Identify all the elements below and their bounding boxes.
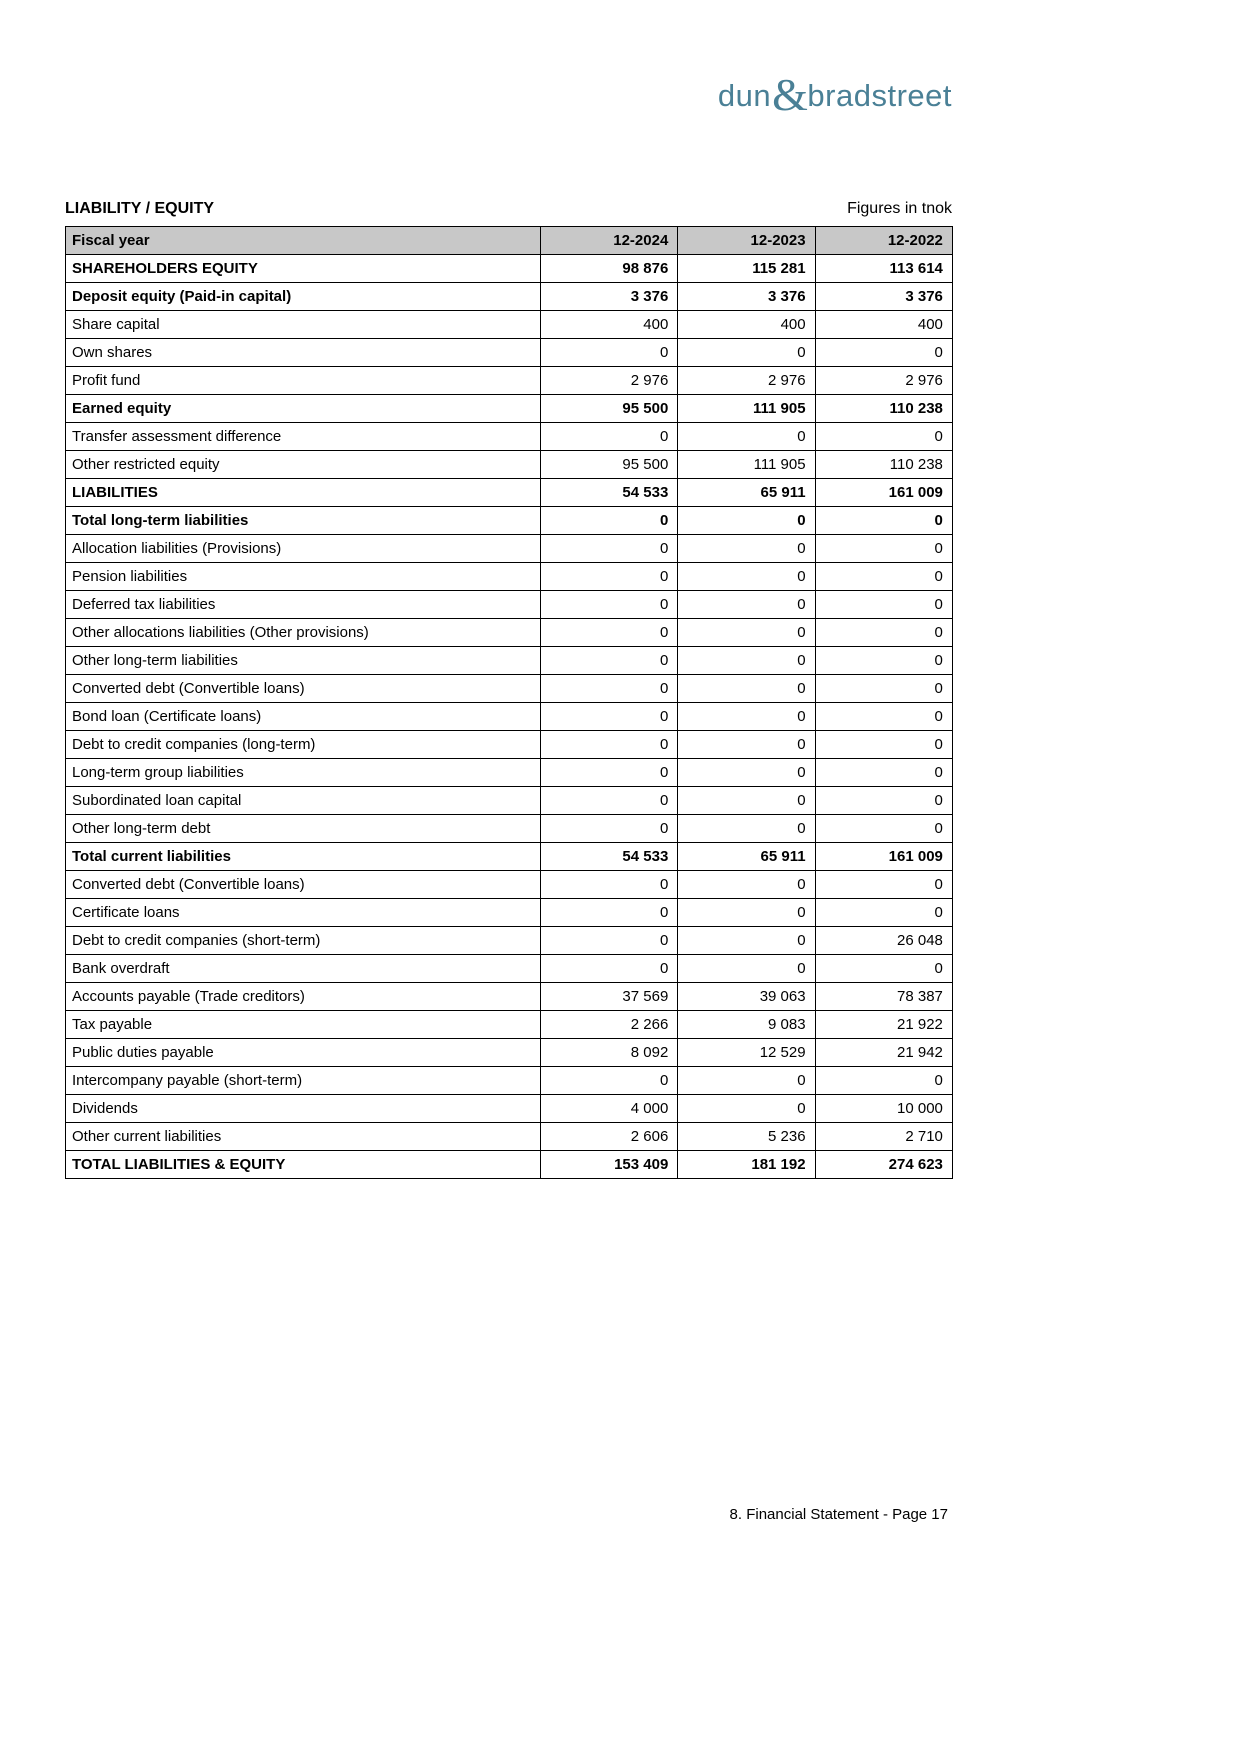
- row-value: 5 236: [678, 1123, 815, 1151]
- row-value: 0: [541, 759, 678, 787]
- row-value: 111 905: [678, 395, 815, 423]
- row-label: SHAREHOLDERS EQUITY: [66, 255, 541, 283]
- row-label: Deposit equity (Paid-in capital): [66, 283, 541, 311]
- row-value: 0: [815, 675, 952, 703]
- row-value: 0: [815, 507, 952, 535]
- row-label: LIABILITIES: [66, 479, 541, 507]
- row-value: 400: [678, 311, 815, 339]
- row-value: 0: [815, 815, 952, 843]
- row-value: 161 009: [815, 843, 952, 871]
- row-label: Subordinated loan capital: [66, 787, 541, 815]
- row-label: Transfer assessment difference: [66, 423, 541, 451]
- row-label: Pension liabilities: [66, 563, 541, 591]
- row-value: 0: [815, 899, 952, 927]
- row-value: 0: [678, 507, 815, 535]
- row-value: 181 192: [678, 1151, 815, 1179]
- table-row: [66, 255, 953, 283]
- row-value: 0: [815, 759, 952, 787]
- logo-ampersand-icon: &: [772, 69, 809, 120]
- row-label: Public duties payable: [66, 1039, 541, 1067]
- table-row: [66, 759, 953, 787]
- row-value: 95 500: [541, 395, 678, 423]
- row-label: Other long-term liabilities: [66, 647, 541, 675]
- row-label: Accounts payable (Trade creditors): [66, 983, 541, 1011]
- row-value: 0: [541, 647, 678, 675]
- row-label: Other restricted equity: [66, 451, 541, 479]
- row-value: 274 623: [815, 1151, 952, 1179]
- row-value: 3 376: [678, 283, 815, 311]
- row-value: 0: [815, 871, 952, 899]
- row-label: Converted debt (Convertible loans): [66, 871, 541, 899]
- row-value: 0: [678, 731, 815, 759]
- row-value: 95 500: [541, 451, 678, 479]
- row-label: Other current liabilities: [66, 1123, 541, 1151]
- row-value: 0: [678, 759, 815, 787]
- row-label: Other allocations liabilities (Other provisions): [66, 619, 541, 647]
- row-value: 54 533: [541, 843, 678, 871]
- table-header-row: [66, 227, 953, 255]
- row-value: 0: [678, 955, 815, 983]
- row-value: 0: [815, 339, 952, 367]
- row-value: 21 942: [815, 1039, 952, 1067]
- unit-note: Figures in tnok: [847, 200, 952, 217]
- row-value: 0: [541, 703, 678, 731]
- column-header-12-2024: 12-2024: [541, 227, 678, 255]
- table-row: [66, 731, 953, 759]
- row-label: Converted debt (Convertible loans): [66, 675, 541, 703]
- table-row: [66, 591, 953, 619]
- table-row: [66, 703, 953, 731]
- row-value: 0: [678, 619, 815, 647]
- row-value: 115 281: [678, 255, 815, 283]
- row-value: 0: [678, 423, 815, 451]
- row-value: 0: [541, 871, 678, 899]
- row-value: 2 976: [815, 367, 952, 395]
- table-row: [66, 1011, 953, 1039]
- table-row: [66, 899, 953, 927]
- row-value: 0: [815, 563, 952, 591]
- row-value: 0: [678, 871, 815, 899]
- row-label: Share capital: [66, 311, 541, 339]
- row-label: Certificate loans: [66, 899, 541, 927]
- table-row: [66, 479, 953, 507]
- row-value: 10 000: [815, 1095, 952, 1123]
- row-value: 0: [815, 423, 952, 451]
- row-label: Other long-term debt: [66, 815, 541, 843]
- row-label: Debt to credit companies (long-term): [66, 731, 541, 759]
- row-value: 110 238: [815, 395, 952, 423]
- row-value: 0: [815, 1067, 952, 1095]
- row-value: 0: [541, 339, 678, 367]
- page-title: LIABILITY / EQUITY: [65, 200, 215, 217]
- table-row: [66, 311, 953, 339]
- row-label: Earned equity: [66, 395, 541, 423]
- table-row: [66, 451, 953, 479]
- row-label: Bond loan (Certificate loans): [66, 703, 541, 731]
- row-value: 8 092: [541, 1039, 678, 1067]
- row-value: 0: [815, 731, 952, 759]
- table-row: [66, 395, 953, 423]
- table-row: [66, 1095, 953, 1123]
- row-value: 0: [678, 815, 815, 843]
- row-value: 0: [541, 955, 678, 983]
- table-row: [66, 787, 953, 815]
- report-content: [65, 200, 952, 1179]
- row-label: Own shares: [66, 339, 541, 367]
- row-value: 110 238: [815, 451, 952, 479]
- row-value: 0: [815, 647, 952, 675]
- row-label: Total long-term liabilities: [66, 507, 541, 535]
- row-value: 39 063: [678, 983, 815, 1011]
- row-value: 0: [541, 507, 678, 535]
- row-label: Tax payable: [66, 1011, 541, 1039]
- row-value: 0: [678, 675, 815, 703]
- table-row: [66, 423, 953, 451]
- row-label: Profit fund: [66, 367, 541, 395]
- row-value: 0: [541, 815, 678, 843]
- row-value: 0: [541, 591, 678, 619]
- row-value: 0: [541, 423, 678, 451]
- row-value: 65 911: [678, 479, 815, 507]
- row-value: 0: [678, 703, 815, 731]
- table-row: [66, 871, 953, 899]
- logo-bradstreet-text: bradstreet: [807, 78, 952, 113]
- row-value: 2 976: [678, 367, 815, 395]
- row-value: 161 009: [815, 479, 952, 507]
- row-value: 153 409: [541, 1151, 678, 1179]
- row-value: 0: [678, 787, 815, 815]
- column-header-12-2023: 12-2023: [678, 227, 815, 255]
- row-value: 0: [678, 927, 815, 955]
- table-row: [66, 619, 953, 647]
- row-value: 400: [815, 311, 952, 339]
- row-value: 0: [541, 1067, 678, 1095]
- row-label: Bank overdraft: [66, 955, 541, 983]
- row-label: Dividends: [66, 1095, 541, 1123]
- row-label: Intercompany payable (short-term): [66, 1067, 541, 1095]
- row-value: 0: [678, 647, 815, 675]
- table-row: [66, 1039, 953, 1067]
- table-row: [66, 535, 953, 563]
- row-value: 113 614: [815, 255, 952, 283]
- liability-equity-table: [65, 226, 953, 1179]
- table-row: [66, 675, 953, 703]
- row-label: Allocation liabilities (Provisions): [66, 535, 541, 563]
- row-value: 4 000: [541, 1095, 678, 1123]
- row-value: 400: [541, 311, 678, 339]
- row-value: 3 376: [815, 283, 952, 311]
- row-value: 0: [541, 731, 678, 759]
- row-value: 0: [678, 563, 815, 591]
- row-value: 0: [541, 563, 678, 591]
- row-value: 0: [541, 675, 678, 703]
- row-value: 54 533: [541, 479, 678, 507]
- row-value: 0: [815, 535, 952, 563]
- row-value: 0: [678, 1095, 815, 1123]
- row-value: 111 905: [678, 451, 815, 479]
- table-row: [66, 1067, 953, 1095]
- row-value: 0: [678, 339, 815, 367]
- row-value: 0: [541, 787, 678, 815]
- logo-dun-text: dun: [717, 78, 772, 113]
- row-value: 2 266: [541, 1011, 678, 1039]
- table-row: [66, 1151, 953, 1179]
- table-row: [66, 647, 953, 675]
- table-row: [66, 283, 953, 311]
- row-value: 0: [541, 535, 678, 563]
- row-value: 37 569: [541, 983, 678, 1011]
- column-header-12-2022: 12-2022: [815, 227, 952, 255]
- row-value: 2 606: [541, 1123, 678, 1151]
- row-value: 0: [678, 899, 815, 927]
- row-value: 2 710: [815, 1123, 952, 1151]
- row-value: 78 387: [815, 983, 952, 1011]
- title-row: [65, 200, 952, 218]
- table-row: [66, 1123, 953, 1151]
- table-row: [66, 507, 953, 535]
- table-row: [66, 983, 953, 1011]
- row-value: 0: [541, 927, 678, 955]
- table-row: [66, 955, 953, 983]
- page-footer: 8. Financial Statement - Page 17: [729, 1506, 948, 1523]
- table-body: [66, 255, 953, 1179]
- row-label: TOTAL LIABILITIES & EQUITY: [66, 1151, 541, 1179]
- row-value: 0: [815, 703, 952, 731]
- row-value: 0: [815, 591, 952, 619]
- dnb-logo: [717, 68, 952, 120]
- row-value: 21 922: [815, 1011, 952, 1039]
- table-row: [66, 815, 953, 843]
- row-value: 3 376: [541, 283, 678, 311]
- row-value: 2 976: [541, 367, 678, 395]
- row-value: 0: [678, 535, 815, 563]
- row-value: 0: [678, 591, 815, 619]
- row-value: 9 083: [678, 1011, 815, 1039]
- table-row: [66, 367, 953, 395]
- row-value: 26 048: [815, 927, 952, 955]
- row-label: Debt to credit companies (short-term): [66, 927, 541, 955]
- table-row: [66, 563, 953, 591]
- table-row: [66, 927, 953, 955]
- row-label: Long-term group liabilities: [66, 759, 541, 787]
- row-value: 12 529: [678, 1039, 815, 1067]
- row-value: 0: [815, 619, 952, 647]
- row-value: 65 911: [678, 843, 815, 871]
- row-value: 0: [678, 1067, 815, 1095]
- row-value: 98 876: [541, 255, 678, 283]
- row-value: 0: [815, 787, 952, 815]
- table-row: [66, 843, 953, 871]
- column-header-fiscal-year: Fiscal year: [66, 227, 541, 255]
- row-value: 0: [541, 619, 678, 647]
- row-label: Deferred tax liabilities: [66, 591, 541, 619]
- table-row: [66, 339, 953, 367]
- row-value: 0: [541, 899, 678, 927]
- row-value: 0: [815, 955, 952, 983]
- row-label: Total current liabilities: [66, 843, 541, 871]
